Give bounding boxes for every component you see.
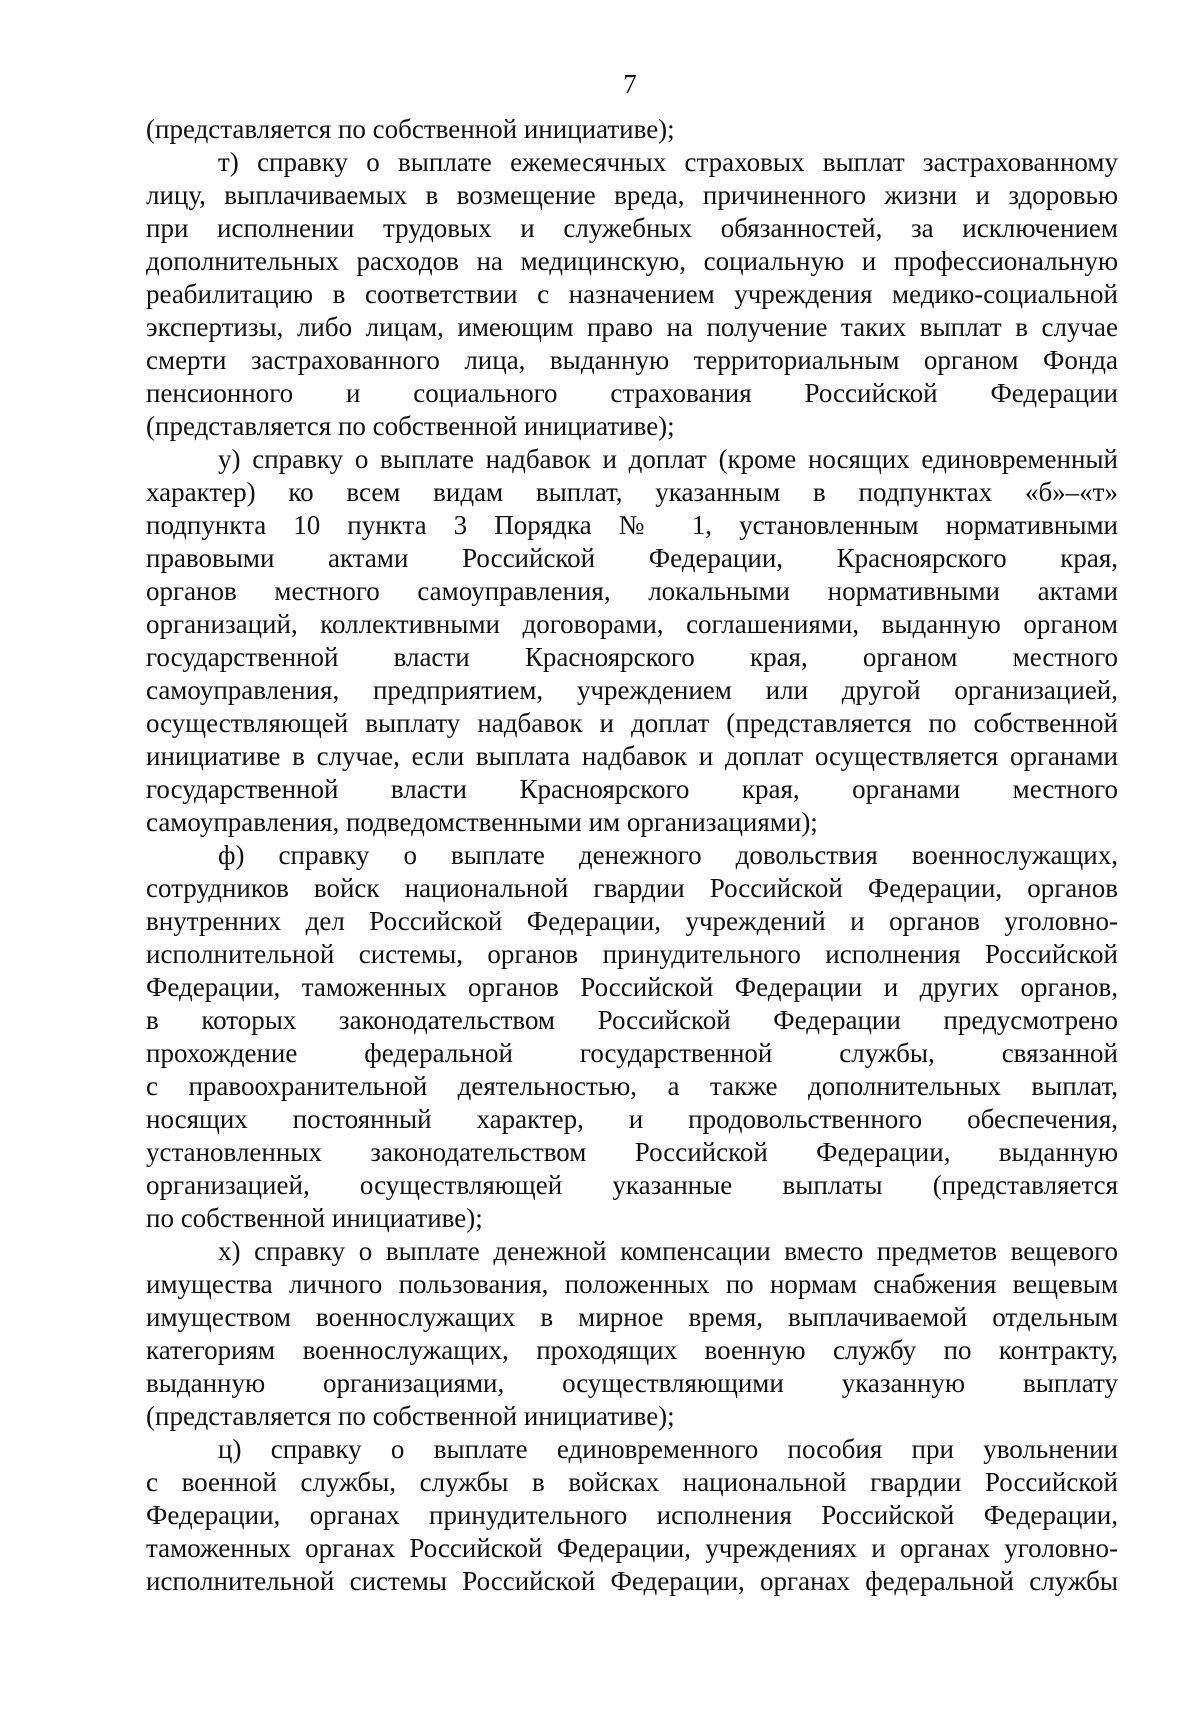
text-line: ц) справку о выплате единовременного пособия при увольнении [218,1434,1118,1464]
page-number: 7 [623,69,637,99]
text-line: таможенных органах Российской Федерации, учреждениях и органах уголовно- [146,1533,1118,1563]
text-line: категориям военнослужащих, проходящих военную службу по контракту, [146,1335,1118,1365]
text-line: смерти застрахованного лица, выданную территориальным органом Фонда [146,345,1118,375]
text-line: по собственной инициативе); [146,1203,483,1233]
text-line: экспертизы, либо лицам, имеющим право на получение таких выплат в случае [146,312,1118,342]
text-line: в которых законодательством Российской Федерации предусмотрено [146,1005,1118,1035]
text-line: организаций, коллективными договорами, соглашениями, выданную органом [146,609,1118,639]
text-line: осуществляющей выплату надбавок и доплат (представляется по собственной [146,708,1118,738]
text-line: Федерации, органах принудительного исполнения Российской Федерации, [146,1500,1118,1530]
paragraph [146,839,1118,1235]
text-line: имуществом военнослужащих в мирное время, выплачиваемой отдельным [146,1302,1118,1332]
text-line: характер) ко всем видам выплат, указанным в подпунктах «б»–«т» [146,477,1118,507]
text-line: исполнительной системы, органов принудительного исполнения Российской [146,939,1118,969]
text-line: у) справку о выплате надбавок и доплат (кроме носящих единовременный [218,444,1118,474]
text-line: пенсионного и социального страхования Российской Федерации [146,378,1118,408]
paragraph [146,443,1118,839]
text-line: дополнительных расходов на медицинскую, социальную и профессиональную [146,246,1118,276]
text-line: органов местного самоуправления, локальными нормативными актами [146,576,1118,606]
text-line: ф) справку о выплате денежного довольствия военнослужащих, [218,840,1118,870]
text-line: имущества личного пользования, положенных по нормам снабжения вещевым [146,1269,1118,1299]
text-line: сотрудников войск национальной гвардии Российской Федерации, органов [146,873,1118,903]
text-line: самоуправления, подведомственными им организациями); [146,807,818,837]
text-line: подпункта 10 пункта 3 Порядка № 1, установленным нормативными [146,510,1118,540]
text-line: выданную организациями, осуществляющими указанную выплату [146,1368,1118,1398]
text-line: исполнительной системы Российской Федерации, органах федеральной службы [146,1566,1118,1596]
text-line: х) справку о выплате денежной компенсации вместо предметов вещевого [218,1236,1118,1266]
text-line: (представляется по собственной инициативе); [146,411,675,441]
text-line: государственной власти Красноярского края, органом местного [146,642,1118,672]
text-line: самоуправления, предприятием, учреждением или другой организацией, [146,675,1118,705]
text-line: установленных законодательством Российской Федерации, выданную [146,1137,1118,1167]
text-line: с военной службы, службы в войсках национальной гвардии Российской [146,1467,1118,1497]
text-line: (представляется по собственной инициативе); [146,114,675,144]
paragraph [146,1235,1118,1433]
text-line: т) справку о выплате ежемесячных страховых выплат застрахованному [218,147,1118,177]
text-line: внутренних дел Российской Федерации, учреждений и органов уголовно- [146,906,1118,936]
paragraph [146,146,1118,443]
text-line: носящих постоянный характер, и продовольственного обеспечения, [146,1104,1118,1134]
text-line: с правоохранительной деятельностью, а также дополнительных выплат, [146,1071,1118,1101]
text-line: Федерации, таможенных органов Российской Федерации и других органов, [146,972,1118,1002]
text-line: прохождение федеральной государственной службы, связанной [146,1038,1118,1068]
text-line: лицу, выплачиваемых в возмещение вреда, причиненного жизни и здоровью [146,180,1118,210]
text-line: реабилитацию в соответствии с назначением учреждения медико-социальной [146,279,1118,309]
text-line: правовыми актами Российской Федерации, Красноярского края, [146,543,1118,573]
paragraph [146,1433,1118,1598]
text-line: организацией, осуществляющей указанные выплаты (представляется [146,1170,1118,1200]
text-line: государственной власти Красноярского края, органами местного [146,774,1118,804]
document-body [146,113,1118,1598]
text-line: инициативе в случае, если выплата надбавок и доплат осуществляется органами [146,741,1118,771]
text-line: (представляется по собственной инициативе); [146,1401,675,1431]
text-line: при исполнении трудовых и служебных обязанностей, за исключением [146,213,1118,243]
paragraph [146,113,1118,146]
